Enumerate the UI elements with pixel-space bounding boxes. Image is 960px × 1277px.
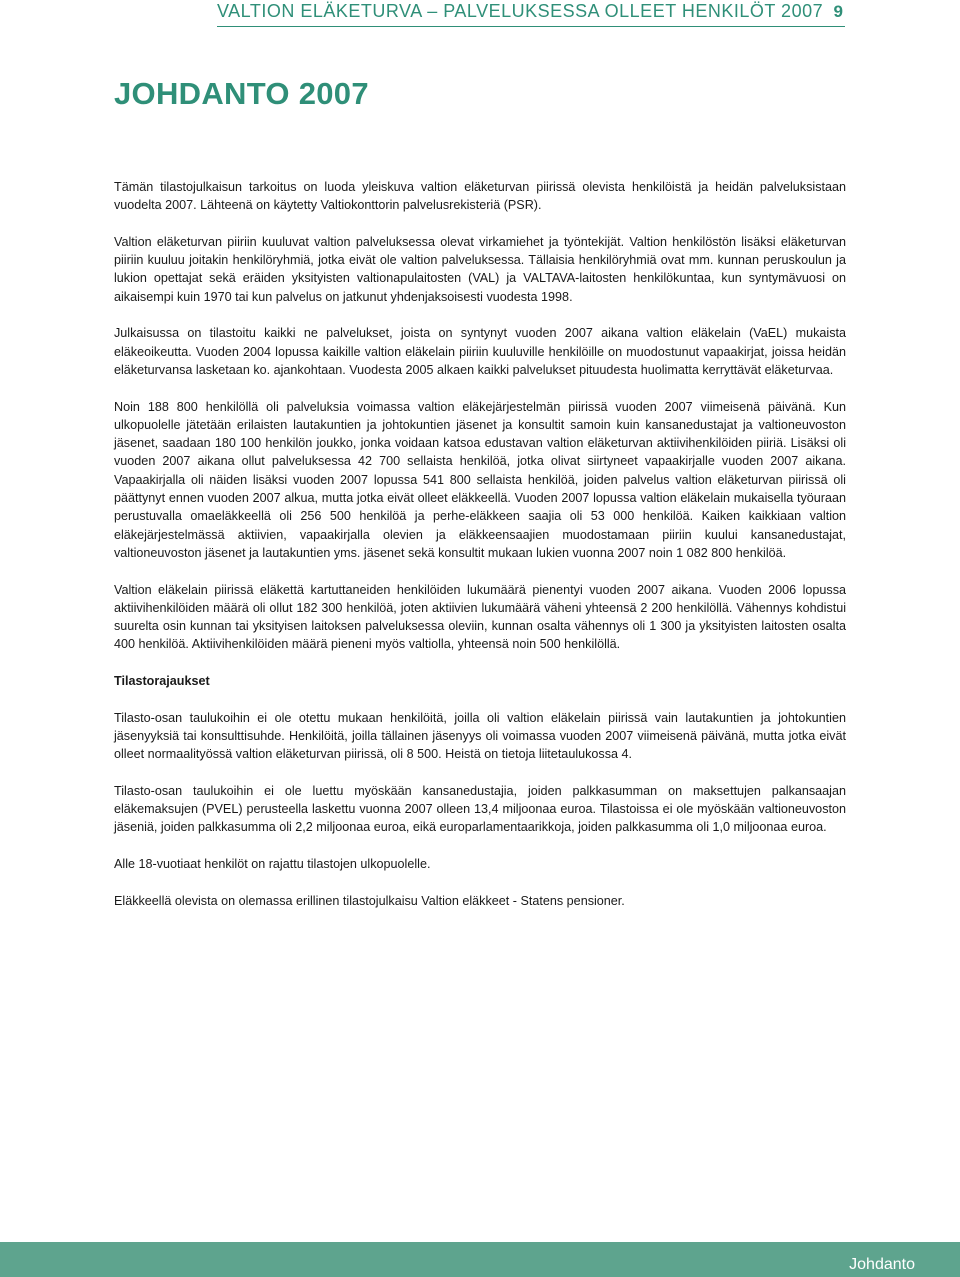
paragraph-person-counts: Noin 188 800 henkilöllä oli palveluksia voimassa valtion eläkejärjestelmän piirissä vuoden 2007 viimeisenä päivänä. Kun ulkopuolelle jätetään erilaisten lautakuntien ja johtokuntien jäsenet ja konsultit samoin kuin kansanedustajat ja valtioneuvoston jäsenet, saadaan 180 100 henkilön joukko, jonka voidaan katsoa edustavan valtion eläketurvan aktiivihenkilöiden piiriä. Lisäksi oli vuoden 2007 aikana ollut palveluksessa 42 700 sellaista henkilöä, jotka olivat siirtyneet vapaakirjalle vuoden 2007 aikana. Vapaakirjalla oli näiden lisäksi vuoden 2007 lopussa 541 800 sellaista henkilöä, joiden palvelus valtion eläketurvan piirissä oli päättynyt ennen vuoden 2007 alkua, mutta jotka eivät olleet eläkkeellä. Vuoden 2007 lopussa valtion eläkelain mukaisella työuraan perustuvalla omaeläkkeellä oli 256 500 henkilöä ja perhe-eläkkeen saajia oli 53 000 henkilöä. Kaiken kaikkiaan valtion eläkejärjestelmässä aktiivien, vapaakirjalla olevien ja eläkkeensaajien muodostamaan piiriin kuului kansanedustajat, valtioneuvoston jäsenet ja lautakuntien yms. jäsenet sekä konsultit mukaan lukien vuonna 2007 noin 1 082 800 henkilöä.	[114, 399, 846, 560]
running-title: VALTION ELÄKETURVA – PALVELUKSESSA OLLEET HENKILÖT 2007	[217, 1, 824, 21]
paragraph-coverage: Valtion eläketurvan piiriin kuuluvat valtion palveluksessa olevat virkamiehet ja työntekijät. Valtion henkilöstön lisäksi eläketurvan piiriin kuuluu joitakin henkilöryhmiä, jotka eivät ole valtion palveluksessa. Tällaisia henkilöryhmiä ovat mm. kunnan peruskoulun ja lukion opettajat sekä eräiden yksityisten valtionapulaitosten (VAL) ja VALTAVA-laitosten henkilökuntaa, kun syntymävuosi on aikaisempi kuin 1970 tai kun palvelus on jatkunut yhdenjaksoisesti vuodesta 1998.	[114, 234, 846, 304]
body-text	[114, 178, 846, 910]
page-number: 9	[833, 2, 843, 21]
paragraph-pensioners-publication: Eläkkeellä olevista on olemassa erillinen tilastojulkaisu Valtion eläkkeet - Statens pensioner.	[114, 893, 625, 908]
footer-band	[0, 1242, 960, 1277]
section-heading: Tilastorajaukset	[114, 674, 210, 689]
paragraph-purpose: Tämän tilastojulkaisun tarkoitus on luoda yleiskuva valtion eläketurvan piirissä olevista henkilöistä ja heidän palveluksistaan vuodelta 2007. Lähteenä on käytetty Valtiokonttorin palvelusrekisteriä (PSR).	[114, 180, 846, 213]
paragraph-active-decrease: Valtion eläkelain piirissä eläkettä kartuttaneiden henkilöiden lukumäärä pienentyi vuoden 2007 aikana. Vuoden 2006 lopussa aktiivihenkilöiden määrä oli ollut 182 300 henkilöä, joten aktiivien lukumäärä väheni yhteensä 2 200 henkilöllä. Vähennys kohdistui suurelta osin kunnan tai yksityisen laitoksen palveluksessa oleviin, kunnan osalta vähennys oli 1 300 ja yksityisten laitosten osalta 400 henkilöä. Aktiivihenkilöiden määrä pieneni myös valtiolla, yhteensä noin 500 henkilöllä.	[114, 582, 846, 652]
running-header	[217, 0, 845, 27]
footer-section-label: Johdanto	[849, 1256, 915, 1273]
paragraph-pension-rights: Julkaisussa on tilastoitu kaikki ne palvelukset, joista on syntynyt vuoden 2007 aikana valtion eläkelain (VaEL) mukaista eläkeoikeutta. Vuoden 2004 lopussa kaikille valtion eläkelain piiriin kuuluville henkilöille on muodostunut vapaakirjat, joissa heidän eläketurvansa lasketaan ko. ajankohtaan. Vuodesta 2005 alkaen kaikki palvelukset pituudesta huolimatta kerryttävät eläketurvaa.	[114, 326, 846, 377]
page-title: JOHDANTO 2007	[114, 76, 369, 111]
paragraph-exclusions-minors: Alle 18-vuotiaat henkilöt on rajattu tilastojen ulkopuolelle.	[114, 856, 431, 871]
paragraph-exclusions-mps: Tilasto-osan taulukoihin ei ole luettu myöskään kansanedustajia, joiden palkkasumman on maksettujen palkansaajan eläkemaksujen (PVEL) perusteella laskettu vuonna 2007 olleen 13,4 miljoonaa euroa. Tilastoissa ei ole myöskään valtioneuvoston jäseniä, joiden palkkasumma oli 2,2 miljoonaa euroa, eikä europarlamentaarikkoja, joiden palkkasumma oli 1,0 miljoonaa euroa.	[114, 783, 846, 835]
paragraph-exclusions-boards: Tilasto-osan taulukoihin ei ole otettu mukaan henkilöitä, joilla oli valtion eläkelain piirissä vain lautakuntien ja johtokuntien jäsenyyksiä tai konsulttisuhde. Henkilöitä, joilla tällainen jäsenyys oli voimassa vuoden 2007 viimeisenä päivänä, mutta jotka eivät olleet normaalityössä valtion eläketurvan piirissä, oli 8 500. Heistä on tietoja liitetaulukossa 4.	[114, 710, 846, 762]
